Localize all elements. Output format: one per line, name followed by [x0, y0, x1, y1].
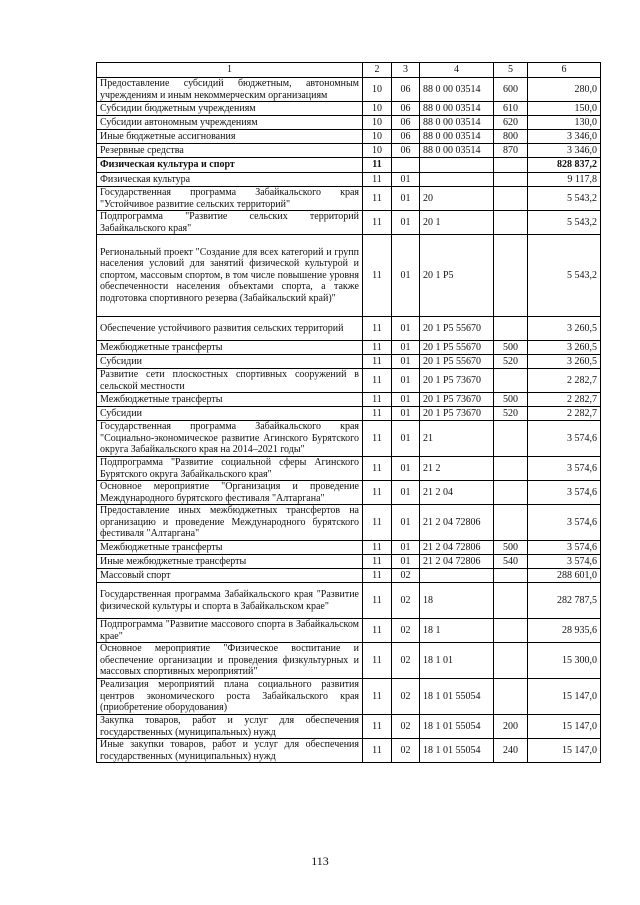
target-article-cell: 18 1 01 55054	[420, 715, 494, 739]
amount-cell: 3 260,5	[528, 317, 601, 341]
expense-type-cell: 800	[494, 130, 528, 144]
header-cell: 4	[420, 63, 494, 78]
amount-cell: 3 346,0	[528, 130, 601, 144]
target-article-cell: 20 1	[420, 211, 494, 235]
section-cell: 10	[363, 130, 392, 144]
row-name-cell: Субсидии автономным учреждениям	[97, 116, 363, 130]
row-name-cell: Межбюджетные трансферты	[97, 341, 363, 355]
amount-cell: 3 260,5	[528, 355, 601, 369]
target-article-cell	[420, 569, 494, 583]
row-name-cell: Физическая культура и спорт	[97, 158, 363, 173]
subsection-cell: 02	[392, 679, 420, 715]
row-name-cell: Основное мероприятие "Организация и проведение Международного бурятского фестиваля "Алтаргана"	[97, 481, 363, 505]
row-name-cell: Субсидии	[97, 407, 363, 421]
subsection-cell: 06	[392, 144, 420, 158]
expense-type-cell: 240	[494, 739, 528, 763]
subsection-cell: 01	[392, 173, 420, 187]
row-name-cell: Предоставление субсидий бюджетным, автономным учреждениям и иным некоммерческим организациям	[97, 78, 363, 102]
section-cell: 10	[363, 144, 392, 158]
row-name-cell: Развитие сети плоскостных спортивных сооружений в сельской местности	[97, 369, 363, 393]
subsection-cell: 01	[392, 505, 420, 541]
amount-cell: 9 117,8	[528, 173, 601, 187]
section-cell: 10	[363, 116, 392, 130]
subsection-cell: 01	[392, 341, 420, 355]
table-row	[97, 407, 601, 421]
table-row	[97, 481, 601, 505]
table-row	[97, 211, 601, 235]
target-article-cell: 20	[420, 187, 494, 211]
amount-cell: 5 543,2	[528, 235, 601, 317]
target-article-cell: 20 1 P5 55670	[420, 341, 494, 355]
expense-type-cell: 870	[494, 144, 528, 158]
row-name-cell: Основное мероприятие "Физическое воспитание и обеспечение организации и проведения физкультурных и массовых спортивных мероприятий"	[97, 643, 363, 679]
header-cell: 5	[494, 63, 528, 78]
row-name-cell: Субсидии бюджетным учреждениям	[97, 102, 363, 116]
header-cell: 2	[363, 63, 392, 78]
section-cell: 11	[363, 158, 392, 173]
expense-type-cell	[494, 317, 528, 341]
table-row	[97, 102, 601, 116]
amount-cell: 130,0	[528, 116, 601, 130]
amount-cell: 28 935,6	[528, 619, 601, 643]
section-cell: 11	[363, 211, 392, 235]
table-row	[97, 341, 601, 355]
target-article-cell: 20 1 P5 73670	[420, 407, 494, 421]
expense-type-cell: 520	[494, 355, 528, 369]
row-name-cell: Реализация мероприятий плана социального развития центров экономического роста Забайкальского края (приобретение оборудования)	[97, 679, 363, 715]
header-cell: 6	[528, 63, 601, 78]
section-cell: 11	[363, 583, 392, 619]
section-cell: 11	[363, 421, 392, 457]
amount-cell: 15 147,0	[528, 715, 601, 739]
table-row	[97, 583, 601, 619]
table-row	[97, 317, 601, 341]
target-article-cell: 88 0 00 03514	[420, 144, 494, 158]
expense-type-cell	[494, 158, 528, 173]
amount-cell: 3 346,0	[528, 144, 601, 158]
target-article-cell: 88 0 00 03514	[420, 102, 494, 116]
section-cell: 10	[363, 78, 392, 102]
amount-cell: 3 260,5	[528, 341, 601, 355]
row-name-cell: Субсидии	[97, 355, 363, 369]
subsection-cell	[392, 158, 420, 173]
subsection-cell: 01	[392, 369, 420, 393]
expense-type-cell	[494, 481, 528, 505]
row-name-cell: Межбюджетные трансферты	[97, 541, 363, 555]
amount-cell: 288 601,0	[528, 569, 601, 583]
table-row	[97, 187, 601, 211]
expense-type-cell: 500	[494, 541, 528, 555]
table-row	[97, 393, 601, 407]
target-article-cell: 21	[420, 421, 494, 457]
target-article-cell: 20 1 P5 55670	[420, 355, 494, 369]
row-name-cell: Региональный проект "Создание для всех категорий и групп населения условий для занятий физической культурой и спортом, массовым спортом, в том числе повышение уровня обеспеченности населения объектами спорта, а также подготовка спортивного резерва (Забайкальский край)"	[97, 235, 363, 317]
table-row	[97, 569, 601, 583]
table-row	[97, 78, 601, 102]
page-number: 113	[311, 854, 329, 868]
section-cell: 11	[363, 355, 392, 369]
amount-cell: 3 574,6	[528, 421, 601, 457]
subsection-cell: 01	[392, 355, 420, 369]
section-cell: 11	[363, 393, 392, 407]
subsection-cell: 01	[392, 393, 420, 407]
subsection-cell: 01	[392, 235, 420, 317]
expense-type-cell	[494, 235, 528, 317]
subsection-cell: 01	[392, 187, 420, 211]
row-name-cell: Физическая культура	[97, 173, 363, 187]
amount-cell: 3 574,6	[528, 555, 601, 569]
expense-type-cell	[494, 505, 528, 541]
target-article-cell: 88 0 00 03514	[420, 130, 494, 144]
amount-cell: 2 282,7	[528, 369, 601, 393]
amount-cell: 5 543,2	[528, 211, 601, 235]
subsection-cell: 01	[392, 457, 420, 481]
section-cell: 11	[363, 235, 392, 317]
table-row	[97, 715, 601, 739]
section-cell: 11	[363, 457, 392, 481]
section-cell: 11	[363, 679, 392, 715]
amount-cell: 5 543,2	[528, 187, 601, 211]
header-cell: 1	[97, 63, 363, 78]
row-name-cell: Государственная программа Забайкальского края "Устойчивое развитие сельских территорий"	[97, 187, 363, 211]
amount-cell: 282 787,5	[528, 583, 601, 619]
target-article-cell: 20 1 P5 73670	[420, 369, 494, 393]
subsection-cell: 01	[392, 407, 420, 421]
target-article-cell: 21 2	[420, 457, 494, 481]
subsection-cell: 02	[392, 619, 420, 643]
expense-type-cell: 540	[494, 555, 528, 569]
section-cell: 11	[363, 187, 392, 211]
row-name-cell: Подпрограмма "Развитие сельских территорий Забайкальского края"	[97, 211, 363, 235]
section-cell: 11	[363, 619, 392, 643]
header-cell: 3	[392, 63, 420, 78]
subsection-cell: 01	[392, 555, 420, 569]
target-article-cell: 18 1	[420, 619, 494, 643]
expense-type-cell	[494, 187, 528, 211]
amount-cell: 3 574,6	[528, 505, 601, 541]
table-row	[97, 739, 601, 763]
expense-type-cell: 600	[494, 78, 528, 102]
table-body	[97, 78, 601, 763]
row-name-cell: Межбюджетные трансферты	[97, 393, 363, 407]
subsection-cell: 01	[392, 481, 420, 505]
expense-type-cell: 500	[494, 341, 528, 355]
subsection-cell: 01	[392, 421, 420, 457]
target-article-cell: 18 1 01 55054	[420, 739, 494, 763]
amount-cell: 3 574,6	[528, 457, 601, 481]
row-name-cell: Подпрограмма "Развитие социальной сферы Агинского Бурятского округа Забайкальского края"	[97, 457, 363, 481]
table-row	[97, 541, 601, 555]
amount-cell: 3 574,6	[528, 481, 601, 505]
section-cell: 11	[363, 555, 392, 569]
table-row	[97, 158, 601, 173]
amount-cell: 2 282,7	[528, 393, 601, 407]
table-row	[97, 421, 601, 457]
section-cell: 11	[363, 369, 392, 393]
target-article-cell	[420, 173, 494, 187]
subsection-cell: 02	[392, 739, 420, 763]
section-cell: 10	[363, 102, 392, 116]
section-cell: 11	[363, 173, 392, 187]
target-article-cell: 18 1 01	[420, 643, 494, 679]
row-name-cell: Закупка товаров, работ и услуг для обеспечения государственных (муниципальных) нужд	[97, 715, 363, 739]
table-row	[97, 173, 601, 187]
subsection-cell: 02	[392, 569, 420, 583]
target-article-cell: 20 1 P5 73670	[420, 393, 494, 407]
subsection-cell: 01	[392, 317, 420, 341]
expense-type-cell	[494, 679, 528, 715]
row-name-cell: Резервные средства	[97, 144, 363, 158]
row-name-cell: Иные закупки товаров, работ и услуг для обеспечения государственных (муниципальных) нужд	[97, 739, 363, 763]
section-cell: 11	[363, 407, 392, 421]
target-article-cell: 88 0 00 03514	[420, 78, 494, 102]
amount-cell: 150,0	[528, 102, 601, 116]
section-cell: 11	[363, 569, 392, 583]
amount-cell: 280,0	[528, 78, 601, 102]
row-name-cell: Предоставление иных межбюджетных трансфертов на организацию и проведение Международного бурятского фестиваля "Алтаргана"	[97, 505, 363, 541]
amount-cell: 15 147,0	[528, 679, 601, 715]
expense-type-cell: 500	[494, 393, 528, 407]
table-row	[97, 643, 601, 679]
table-row	[97, 679, 601, 715]
expense-type-cell: 610	[494, 102, 528, 116]
section-cell: 11	[363, 643, 392, 679]
amount-cell: 15 300,0	[528, 643, 601, 679]
subsection-cell: 06	[392, 116, 420, 130]
table-row	[97, 555, 601, 569]
section-cell: 11	[363, 715, 392, 739]
target-article-cell: 21 2 04 72806	[420, 555, 494, 569]
target-article-cell: 20 1 P5 55670	[420, 317, 494, 341]
expense-type-cell	[494, 619, 528, 643]
row-name-cell: Иные бюджетные ассигнования	[97, 130, 363, 144]
expense-type-cell: 520	[494, 407, 528, 421]
expense-type-cell: 620	[494, 116, 528, 130]
target-article-cell: 21 2 04	[420, 481, 494, 505]
table-row	[97, 355, 601, 369]
table-row	[97, 130, 601, 144]
amount-cell: 828 837,2	[528, 158, 601, 173]
row-name-cell: Иные межбюджетные трансферты	[97, 555, 363, 569]
target-article-cell: 21 2 04 72806	[420, 505, 494, 541]
row-name-cell: Обеспечение устойчивого развития сельских территорий	[97, 317, 363, 341]
amount-cell: 3 574,6	[528, 541, 601, 555]
expense-type-cell: 200	[494, 715, 528, 739]
expense-type-cell	[494, 421, 528, 457]
target-article-cell: 20 1 P5	[420, 235, 494, 317]
subsection-cell: 06	[392, 130, 420, 144]
section-cell: 11	[363, 541, 392, 555]
expense-type-cell	[494, 569, 528, 583]
target-article-cell: 21 2 04 72806	[420, 541, 494, 555]
table-row	[97, 369, 601, 393]
table-row	[97, 619, 601, 643]
table-row	[97, 116, 601, 130]
amount-cell: 15 147,0	[528, 739, 601, 763]
target-article-cell: 18 1 01 55054	[420, 679, 494, 715]
expense-type-cell	[494, 643, 528, 679]
table-header-row	[97, 63, 601, 78]
expense-type-cell	[494, 583, 528, 619]
subsection-cell: 02	[392, 643, 420, 679]
subsection-cell: 01	[392, 541, 420, 555]
row-name-cell: Государственная программа Забайкальского края "Развитие физической культуры и спорта в Забайкальском крае"	[97, 583, 363, 619]
subsection-cell: 01	[392, 211, 420, 235]
budget-table	[96, 62, 601, 763]
table-row	[97, 235, 601, 317]
amount-cell: 2 282,7	[528, 407, 601, 421]
subsection-cell: 02	[392, 715, 420, 739]
section-cell: 11	[363, 505, 392, 541]
expense-type-cell	[494, 369, 528, 393]
section-cell: 11	[363, 317, 392, 341]
section-cell: 11	[363, 341, 392, 355]
table-row	[97, 144, 601, 158]
subsection-cell: 06	[392, 102, 420, 116]
section-cell: 11	[363, 739, 392, 763]
table-row	[97, 457, 601, 481]
section-cell: 11	[363, 481, 392, 505]
row-name-cell: Массовый спорт	[97, 569, 363, 583]
expense-type-cell	[494, 211, 528, 235]
subsection-cell: 02	[392, 583, 420, 619]
subsection-cell: 06	[392, 78, 420, 102]
target-article-cell: 18	[420, 583, 494, 619]
table-row	[97, 505, 601, 541]
expense-type-cell	[494, 457, 528, 481]
target-article-cell: 88 0 00 03514	[420, 116, 494, 130]
row-name-cell: Государственная программа Забайкальского края "Социально-экономическое развитие Агинского Бурятского округа Забайкальского края на 2014–2021 годы"	[97, 421, 363, 457]
target-article-cell	[420, 158, 494, 173]
row-name-cell: Подпрограмма "Развитие массового спорта в Забайкальском крае"	[97, 619, 363, 643]
expense-type-cell	[494, 173, 528, 187]
